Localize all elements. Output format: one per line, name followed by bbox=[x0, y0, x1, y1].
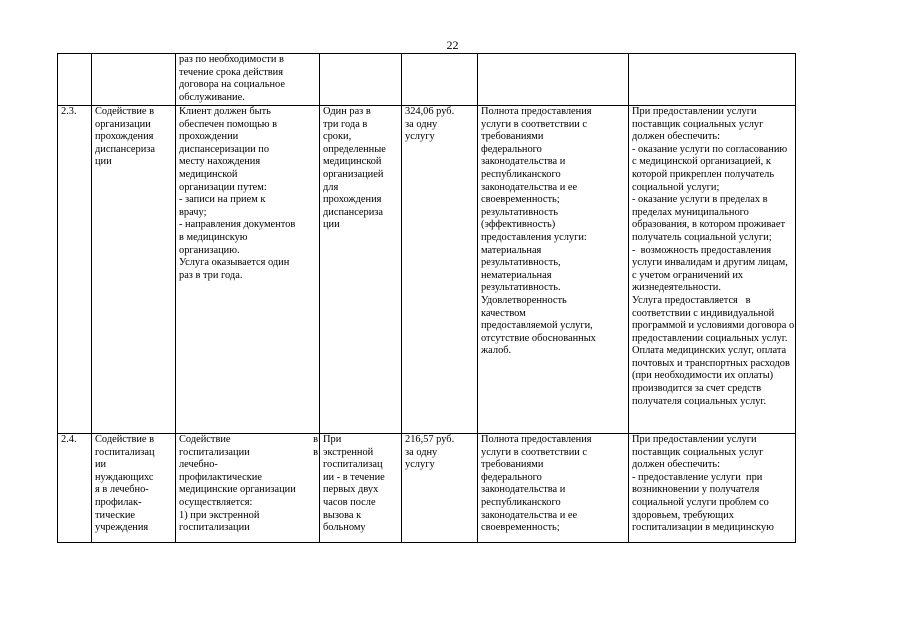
text-line: нуждающихс bbox=[95, 471, 154, 483]
text-line: должен обеспечить: bbox=[632, 459, 721, 471]
text-line: здоровьем, требующих bbox=[632, 509, 734, 521]
text-line: предоставляемой услуги, bbox=[481, 320, 593, 332]
cell-name bbox=[92, 106, 176, 434]
cell-description bbox=[176, 434, 320, 543]
text-line: течение срока действия bbox=[179, 66, 284, 78]
cell-conditions bbox=[629, 434, 796, 543]
text-line: своевременность; bbox=[481, 194, 560, 206]
cell-text bbox=[95, 106, 174, 169]
text-line: Услуга оказывается один bbox=[179, 257, 290, 269]
cell-num bbox=[58, 54, 92, 106]
text-line: качеством bbox=[481, 307, 526, 319]
text-line: сроки, bbox=[323, 131, 352, 143]
text-line: медицинской bbox=[179, 168, 238, 180]
text-line: ции bbox=[323, 219, 340, 231]
text-line: программой и условиями договора о bbox=[632, 320, 795, 332]
row-number: 2.4. bbox=[61, 434, 77, 445]
text-line: раз по необходимости в bbox=[179, 54, 284, 65]
text-line: лечебно- bbox=[179, 459, 218, 471]
cell-text bbox=[179, 54, 318, 104]
text-line: организации путем: bbox=[179, 181, 267, 193]
text-line: пределах муниципального bbox=[632, 206, 749, 218]
text-line: диспансериза bbox=[323, 206, 384, 218]
text-line: 216,57 руб. bbox=[405, 434, 455, 445]
justified-line: Содействие в bbox=[179, 434, 318, 445]
cell-num bbox=[58, 106, 92, 434]
text-line: ии bbox=[95, 459, 107, 471]
text-line: профилактические bbox=[179, 471, 262, 483]
text-line: При предоставлении услуги bbox=[632, 434, 757, 445]
cell-text bbox=[632, 106, 794, 408]
text-line: с учетом ограничений их bbox=[632, 269, 744, 281]
cell-num bbox=[58, 434, 92, 543]
text-line: профилак- bbox=[95, 496, 142, 508]
text-line: поставщик социальных услуг bbox=[632, 118, 764, 130]
text-line: законодательства и bbox=[481, 156, 566, 168]
cell-conditions bbox=[629, 54, 796, 106]
text-line: услугу bbox=[405, 459, 435, 471]
text-line: за одну bbox=[405, 118, 438, 130]
text-line: требованиями bbox=[481, 459, 544, 471]
cell-quality bbox=[478, 54, 629, 106]
text-line: республиканского bbox=[481, 168, 561, 180]
text-line: отсутствие обоснованных bbox=[481, 332, 596, 344]
text-line: 1) при экстренной bbox=[179, 509, 260, 521]
cell-frequency bbox=[320, 106, 402, 434]
cell-description bbox=[176, 106, 320, 434]
text-line: - возможность предоставления bbox=[632, 244, 772, 256]
text-line: законодательства и ее bbox=[481, 509, 578, 521]
text-line: с медицинской организацией, к bbox=[632, 156, 771, 168]
text-line: жалоб. bbox=[481, 345, 512, 357]
text-line: диспансериза bbox=[95, 143, 156, 155]
text-line: 324,06 руб. bbox=[405, 106, 455, 117]
text-line: осуществляется: bbox=[179, 496, 253, 508]
text-line: три года в bbox=[323, 118, 368, 130]
text-line: Полнота предоставления bbox=[481, 434, 592, 445]
text-line: услуги инвалидам и другим лицам, bbox=[632, 257, 788, 269]
cell-name bbox=[92, 54, 176, 106]
text-line: образования, в котором проживает bbox=[632, 219, 786, 231]
text-line: При bbox=[323, 434, 342, 445]
text-line: первых двух bbox=[323, 484, 379, 496]
cell-frequency bbox=[320, 54, 402, 106]
text-line: требованиями bbox=[481, 131, 544, 143]
cell-text bbox=[323, 434, 400, 535]
text-line: предоставления услуги: bbox=[481, 231, 587, 243]
cell-price bbox=[402, 434, 478, 543]
text-line: (эффективность) bbox=[481, 219, 556, 231]
text-line: экстренной bbox=[323, 446, 374, 458]
text-line: за одну bbox=[405, 446, 438, 458]
text-line: социальной услуги проблем со bbox=[632, 496, 769, 508]
text-line: результативность bbox=[481, 206, 559, 218]
row-number: 2.3. bbox=[61, 106, 77, 117]
cell-text bbox=[405, 434, 476, 472]
page-number: 22 bbox=[446, 38, 459, 52]
text-line: госпитализац bbox=[323, 459, 383, 471]
text-line: услуги в соответствии с bbox=[481, 118, 588, 130]
text-line: организацией bbox=[323, 168, 384, 180]
text-line: - оказание услуги по согласованию bbox=[632, 143, 788, 155]
text-line: услугу bbox=[405, 131, 435, 143]
text-line: услуги в соответствии с bbox=[481, 446, 588, 458]
cell-text bbox=[481, 106, 627, 358]
cell-quality bbox=[478, 434, 629, 543]
justified-line: госпитализации в bbox=[179, 446, 318, 458]
text-line: медицинской bbox=[323, 156, 382, 168]
text-line: договора на социальное bbox=[179, 79, 285, 91]
text-line: вызова к bbox=[323, 509, 362, 521]
text-line: Содействие в bbox=[95, 106, 155, 117]
cell-price bbox=[402, 106, 478, 434]
text-line: - предоставление услуги при bbox=[632, 471, 763, 483]
text-line: обслуживание. bbox=[179, 91, 245, 103]
cell-text bbox=[481, 434, 627, 535]
text-line: для bbox=[323, 181, 339, 193]
text-line: почтовых и транспортных расходов bbox=[632, 357, 790, 369]
text-line: федерального bbox=[481, 143, 542, 155]
text-line: Услуга предоставляется в bbox=[632, 294, 751, 306]
text-line: ии - в течение bbox=[323, 471, 385, 483]
text-line: федерального bbox=[481, 471, 542, 483]
text-line: Клиент должен быть bbox=[179, 106, 271, 117]
text-line: госпитализац bbox=[95, 446, 155, 458]
text-line: тические bbox=[95, 509, 136, 521]
text-line: При предоставлении услуги bbox=[632, 106, 757, 117]
text-line: я в лечебно- bbox=[95, 484, 149, 496]
text-line: Оплата медицинских услуг, оплата bbox=[632, 345, 787, 357]
text-line: результативность, bbox=[481, 257, 561, 269]
text-line: больному bbox=[323, 522, 366, 534]
text-line: соответствии с индивидуальной bbox=[632, 307, 775, 319]
cell-quality bbox=[478, 106, 629, 434]
text-line: - оказание услуги в пределах в bbox=[632, 194, 768, 206]
cell-name bbox=[92, 434, 176, 543]
text-line: определенные bbox=[323, 143, 386, 155]
text-line: часов после bbox=[323, 496, 376, 508]
text-line: получатель социальной услуги; bbox=[632, 231, 772, 243]
text-line: в медицинскую bbox=[179, 231, 248, 243]
cell-text bbox=[179, 459, 318, 535]
text-line: - направления документов bbox=[179, 219, 296, 231]
cell-text bbox=[405, 106, 476, 144]
text-line: раз в три года. bbox=[179, 269, 243, 281]
text-line: предоставлении социальных услуг. bbox=[632, 332, 788, 344]
text-line: которой прикреплен получатель bbox=[632, 168, 775, 180]
text-line: организации bbox=[95, 118, 151, 130]
cell-text bbox=[179, 106, 318, 282]
text-line: Один раз в bbox=[323, 106, 371, 117]
text-line: госпитализации bbox=[179, 522, 250, 534]
cell-price bbox=[402, 54, 478, 106]
text-line: прохождения bbox=[95, 131, 154, 143]
text-line: нематериальная bbox=[481, 269, 552, 281]
cell-text bbox=[323, 106, 400, 232]
text-line: Содействие в bbox=[95, 434, 155, 445]
text-line: законодательства и bbox=[481, 484, 566, 496]
text-line: учреждения bbox=[95, 522, 149, 534]
text-line: организацию. bbox=[179, 244, 240, 256]
text-line: жизнедеятельности. bbox=[632, 282, 721, 294]
text-line: материальная bbox=[481, 244, 542, 256]
table-row-2-4 bbox=[58, 434, 796, 543]
table-row-2-3 bbox=[58, 106, 796, 434]
text-line: своевременность; bbox=[481, 522, 560, 534]
text-line: - записи на прием к bbox=[179, 194, 266, 206]
text-line: Полнота предоставления bbox=[481, 106, 592, 117]
text-line: социальной услуги; bbox=[632, 181, 720, 193]
text-line: прохождения bbox=[323, 194, 382, 206]
cell-frequency bbox=[320, 434, 402, 543]
services-table bbox=[57, 53, 796, 543]
text-line: Удовлетворенность bbox=[481, 294, 567, 306]
cell-conditions bbox=[629, 106, 796, 434]
text-line: прохождении bbox=[179, 131, 239, 143]
text-line: госпитализации в медицинскую bbox=[632, 522, 774, 534]
text-line: месту нахождения bbox=[179, 156, 261, 168]
cell-text bbox=[632, 434, 794, 535]
text-line: республиканского bbox=[481, 496, 561, 508]
table-row-continued bbox=[58, 54, 796, 106]
cell-description bbox=[176, 54, 320, 106]
text-line: законодательства и ее bbox=[481, 181, 578, 193]
text-line: должен обеспечить: bbox=[632, 131, 721, 143]
text-line: ции bbox=[95, 156, 112, 168]
text-line: обеспечен помощью в bbox=[179, 118, 278, 130]
text-line: медицинские организации bbox=[179, 484, 296, 496]
cell-text bbox=[95, 434, 174, 535]
text-line: (при необходимости их оплаты) bbox=[632, 370, 774, 382]
text-line: диспансеризации по bbox=[179, 143, 270, 155]
text-line: получателя социальных услуг. bbox=[632, 395, 767, 407]
text-line: поставщик социальных услуг bbox=[632, 446, 764, 458]
text-line: возникновении у получателя bbox=[632, 484, 760, 496]
text-line: врачу; bbox=[179, 206, 207, 218]
text-line: результативность. bbox=[481, 282, 561, 294]
text-line: производится за счет средств bbox=[632, 383, 762, 395]
